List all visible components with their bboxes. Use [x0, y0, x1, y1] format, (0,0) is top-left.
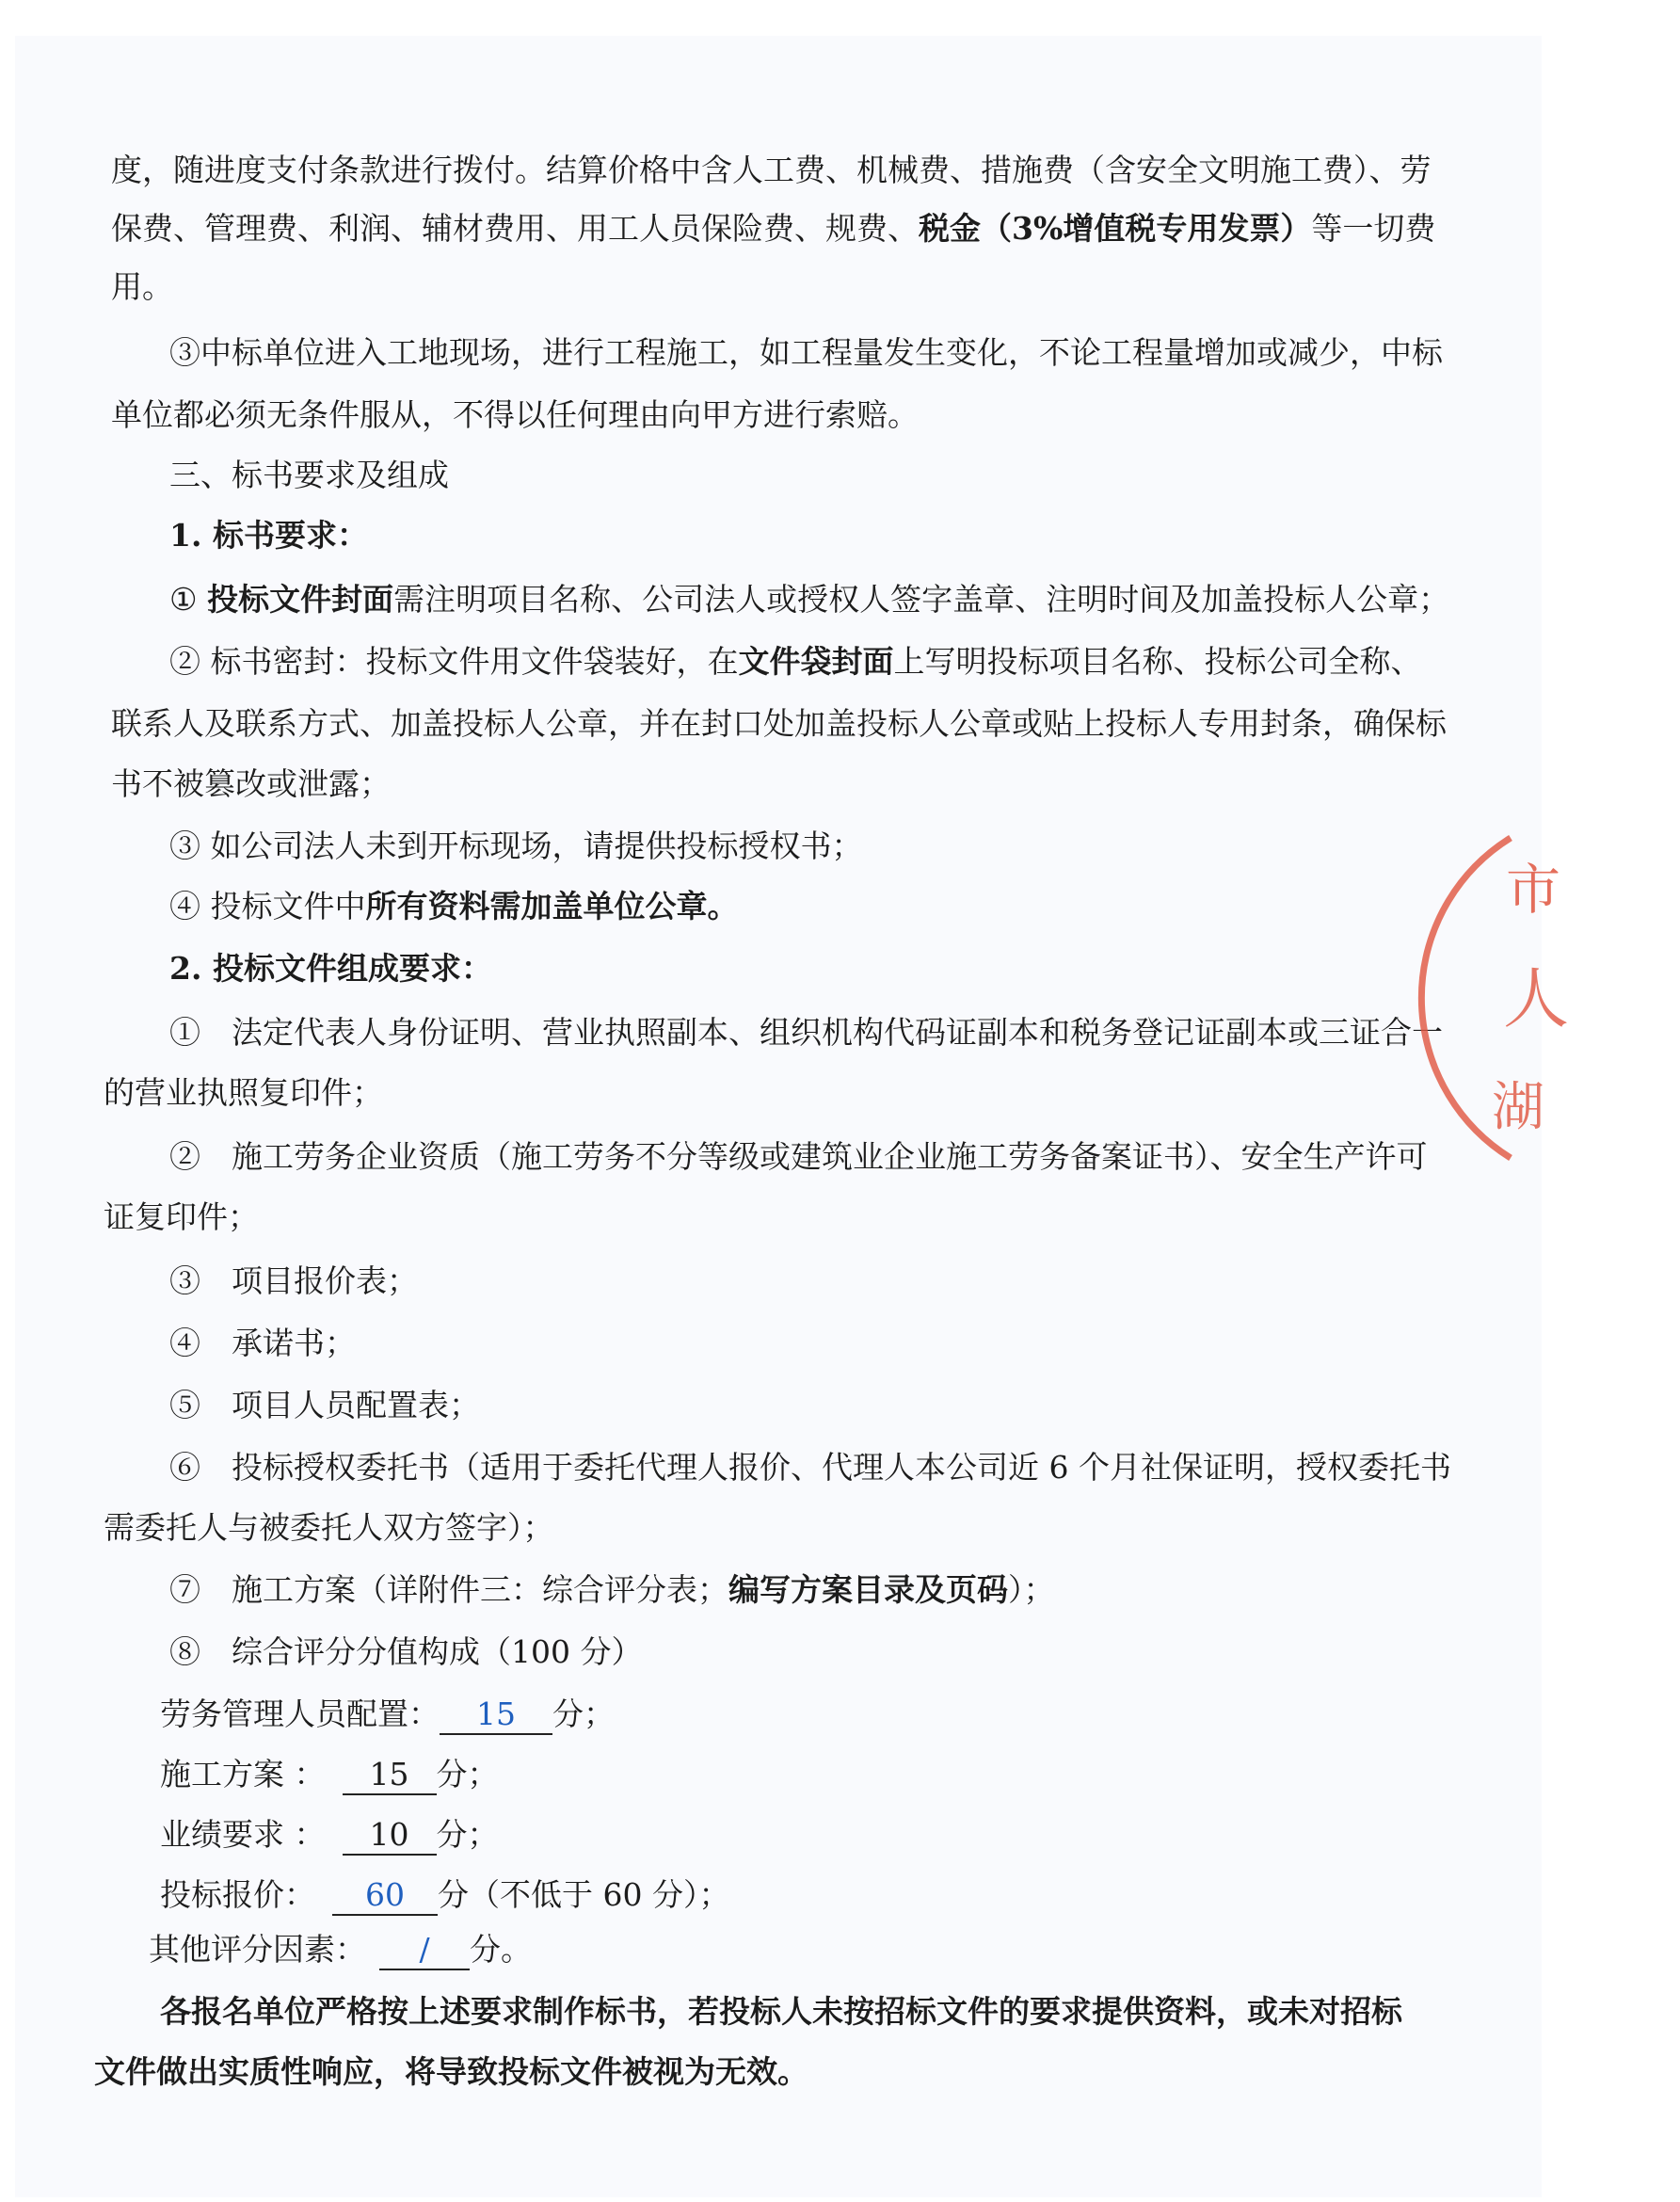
official-seal-stamp	[1473, 819, 1680, 1177]
paragraph-line: 需委托人与被委托人双方签字）；	[104, 1509, 554, 1546]
score-line: 业绩要求 ： 10 分；	[160, 1806, 499, 1864]
score-value: 60	[332, 1876, 438, 1916]
list-item: ⑧ 综合评分分值构成（100 分）	[169, 1633, 643, 1670]
list-item: ② 施工劳务企业资质（施工劳务不分等级或建筑业企业施工劳务备案证书）、安全生产许可	[169, 1138, 1428, 1175]
score-line: 劳务管理人员配置： 15 分；	[160, 1685, 615, 1744]
paragraph-line: 的营业执照复印件；	[104, 1074, 383, 1111]
seal-char: 市	[1506, 858, 1561, 922]
seal-char: 人	[1503, 960, 1569, 1037]
paragraph-line: 度，随进度支付条款进行拨付。结算价格中含人工费、机械费、措施费（含安全文明施工费）、劳	[111, 152, 1432, 188]
paragraph-line: 单位都必须无条件服从，不得以任何理由向甲方进行索赔。	[111, 396, 919, 433]
list-item: ⑥ 投标授权委托书（适用于委托代理人报价、代理人本公司近 6 个月社保证明，授权委托书	[169, 1449, 1451, 1486]
subsection-heading: 2. 投标文件组成要求：	[169, 950, 492, 987]
closing-line: 各报名单位严格按上述要求制作标书，若投标人未按招标文件的要求提供资料，或未对招标	[160, 1993, 1402, 2030]
score-value: 15	[343, 1756, 437, 1795]
section-heading: 三、标书要求及组成	[169, 457, 449, 493]
closing-line: 文件做出实质性响应，将导致投标文件被视为无效。	[94, 2053, 808, 2090]
list-item: ③ 项目报价表；	[169, 1262, 418, 1299]
list-item: ⑤ 项目人员配置表；	[169, 1387, 480, 1423]
subsection-heading: 1. 标书要求：	[169, 517, 368, 554]
score-line: 施工方案 ： 15 分；	[160, 1745, 499, 1804]
score-value: 10	[343, 1816, 437, 1856]
paragraph-line: 证复印件；	[104, 1198, 259, 1235]
list-item: ④ 承诺书；	[169, 1325, 356, 1361]
paragraph-line: 保费、管理费、利润、辅材费用、用工人员保险费、规费、税金（3%增值税专用发票）等一切费	[111, 210, 1436, 247]
list-item: ② 标书密封：投标文件用文件袋装好，在文件袋封面上写明投标项目名称、投标公司全称、	[169, 643, 1422, 680]
list-item: ④ 投标文件中所有资料需加盖单位公章。	[169, 888, 739, 924]
score-line: 投标报价： 60 分（不低于 60 分）；	[160, 1866, 729, 1924]
paragraph-line: ③中标单位进入工地现场，进行工程施工，如工程量发生变化，不论工程量增加或减少，中标	[169, 334, 1443, 371]
paragraph-line: 用。	[111, 268, 173, 305]
list-item: ⑦ 施工方案（详附件三：综合评分表；编写方案目录及页码）；	[169, 1571, 1055, 1608]
list-item: ① 投标文件封面需注明项目名称、公司法人或授权人签字盖章、注明时间及加盖投标人公章；	[169, 581, 1450, 618]
list-item: ① 法定代表人身份证明、营业执照副本、组织机构代码证副本和税务登记证副本或三证合一	[169, 1014, 1443, 1051]
score-value: /	[379, 1931, 470, 1970]
paragraph-line: 联系人及联系方式、加盖投标人公章，并在封口处加盖投标人公章或贴上投标人专用封条，确保标	[111, 705, 1447, 742]
score-value: 15	[440, 1696, 552, 1735]
paragraph-line: 书不被篡改或泄露；	[111, 765, 391, 802]
seal-char: 湖	[1492, 1077, 1544, 1138]
score-line: 其他评分因素： / 分。	[149, 1921, 532, 1979]
list-item: ③ 如公司法人未到开标现场，请提供投标授权书；	[169, 828, 863, 864]
